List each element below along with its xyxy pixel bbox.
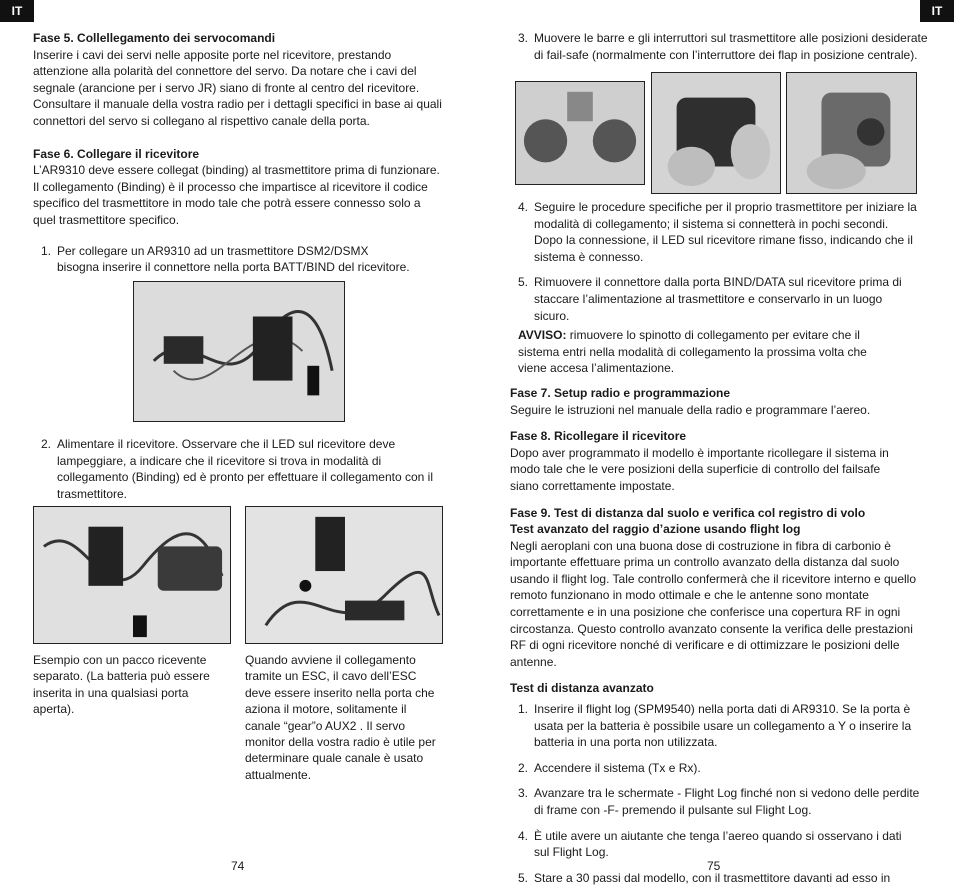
- battery-pack-photo: [33, 506, 231, 644]
- transmitter-side-photo: [786, 72, 917, 194]
- transmitter-hands-photo: [651, 72, 781, 194]
- list-item: 5. Rimuovere il connettore dalla porta BIND/DATA sul ricevitore prima di staccare l’alimentazione al trasmettitore e conservarlo in un luogo sicuro.: [517, 275, 902, 323]
- right-column-top: [510, 30, 930, 72]
- bind-steps-list-a: [33, 243, 413, 276]
- list-item: 1. Inserire il flight log (SPM9540) nella porta dati di AR9310. Se la porta è usata per la batteria è possibile usare un collegamento a Y o inserire la batteria in una porta non utilizzata.: [517, 702, 912, 750]
- step7-section: [510, 385, 920, 418]
- step7-heading: Fase 7. Setup radio e programmazione: [510, 385, 731, 400]
- range-test-heading: Test di distanza avanzato: [510, 681, 654, 696]
- page-number-left: 74: [231, 859, 245, 873]
- list-item: 2. Alimentare il ricevitore. Osservare che il LED sul ricevitore deve lampeggiare, a indicare che il ricevitore si trova in modalità di collegamento (Binding) ed è pronto per effettuare il collegamento con il trasmettitore.: [40, 437, 434, 501]
- step5-heading: Fase 5. Collellegamento dei servocomandi: [33, 31, 276, 45]
- list-item: 3. Muovere le barre e gli interruttori sul trasmettitore alle posizioni desiderate di fail-safe (normalmente con l’interruttore dei flap in posizione centrale).: [517, 31, 928, 62]
- page-number-right: 75: [707, 859, 721, 873]
- language-tab-left: IT: [0, 0, 34, 22]
- step5-section: [33, 30, 443, 130]
- list-item: 4. È utile avere un aiutante che tenga l’aereo quando si osservano i dati sul Flight Log.: [517, 828, 902, 860]
- bind-steps-list-c: [510, 199, 920, 324]
- left-column: [33, 30, 443, 285]
- transmitter-front-photo: [515, 81, 645, 185]
- step6-section: [33, 146, 443, 229]
- step5-body: Inserire i cavi dei servi nelle apposite porte nel ricevitore, prestando attenzione alla polarità del connettore del servo. Da notare che i cavi del segnale (arancione per i servo JR) siano di fronte al centro del ricevitore. Consultare il manuale della vostra radio per i dettagli specifici in base ai quali connettori del servo si collegano al rispettivo canale della porta.: [33, 47, 442, 128]
- advanced-range-heading: Test avanzato del raggio d’azione usando flight log: [510, 522, 801, 537]
- notice-text: rimuovere lo spinotto di collegamento per evitare che il sistema entri nella modalità di collegamento la prossima volta che viene accesa l’alimentazione.: [518, 328, 867, 376]
- left-column-lower: [33, 436, 443, 511]
- list-item: 5. Stare a 30 passi dal modello, con il trasmettitore davanti ad esso in: [517, 870, 891, 885]
- step7-body: Seguire le istruzioni nel manuale della radio e programmare l’aereo.: [510, 402, 871, 417]
- language-tab-right: IT: [920, 0, 954, 22]
- step6-heading: Fase 6. Collegare il ricevitore: [33, 146, 200, 161]
- esc-connection-photo: [245, 506, 443, 644]
- caption-battery-pack: Esempio con un pacco ricevente separato. (La batteria può essere inserita in una qualsiasi porta aperta).: [33, 653, 210, 717]
- step9-heading: Fase 9. Test di distanza dal suolo e verifica col registro di volo: [510, 505, 866, 520]
- right-column-middle: [510, 199, 920, 889]
- step8-section: [510, 428, 920, 494]
- list-item: 2. Accendere il sistema (Tx e Rx).: [517, 760, 701, 775]
- step9-section: [510, 505, 920, 671]
- notice-paragraph: [510, 327, 890, 377]
- list-item: 1. Per collegare un AR9310 ad un trasmettitore DSM2/DSMX bisogna inserire il connettore nella porta BATT/BIND del ricevitore.: [40, 243, 410, 275]
- bind-steps-list-b: [33, 436, 433, 502]
- list-item: 4. Seguire le procedure specifiche per il proprio trasmettitore per iniziare la modalità di collegamento; il sistema si connetterà in pochi secondi. Dopo la connessione, il LED sul ricevitore rimane fisso, indicando che il sistema è connesso.: [517, 200, 917, 264]
- step6-body: L’AR9310 deve essere collegat (binding) al trasmettitore prima di funzionare. Il collegamento (Binding) è il processo che impartisce al ricevitore il codice specifico del trasmettitore in modo tale che potrà essere connesso solo a quel trasmettitore specifico.: [33, 163, 440, 227]
- caption-esc: Quando avviene il collegamento tramite un ESC, il cavo dell’ESC deve essere inserito nella porta che aziona il motore, solitamente il canale “gear”o AUX2 . Il servo monitor della vostra radio è utile per determinare quale canale è usato attualmente.: [245, 653, 436, 782]
- notice-label: AVVISO:: [518, 328, 567, 343]
- step8-heading: Fase 8. Ricollegare il ricevitore: [510, 429, 687, 444]
- list-item: 3. Avanzare tra le schermate - Flight Log finché non si vedono delle perdite di frame con -F- premendo il pulsante sul Flight Log.: [517, 786, 920, 817]
- receiver-bind-plug-photo: [133, 281, 345, 422]
- step8-body: Dopo aver programmato il modello è importante ricollegare il sistema in modo tale che le vere posizioni della superficie di controllo del failsafe siano correttamente impostate.: [510, 445, 889, 493]
- failsafe-step-list: [510, 30, 930, 63]
- advanced-range-body: Negli aeroplani con una buona dose di costruzione in fibra di carbonio è importante effettuare prima un controllo avanzato della distanza dal suolo usando il flight log. Tale controllo confermerà che il ricevitore interno e quello remoto funzionano in modo ottimale e che le antenne sono montate correttamente e in una posizione che conferisce una copertura RF in ogni circostanza. Questo controllo avanzato consente la verifica delle prestazioni RF di ogni ricevitore nonché di verificare e di ottimizzare le posizioni delle antenne.: [510, 538, 917, 669]
